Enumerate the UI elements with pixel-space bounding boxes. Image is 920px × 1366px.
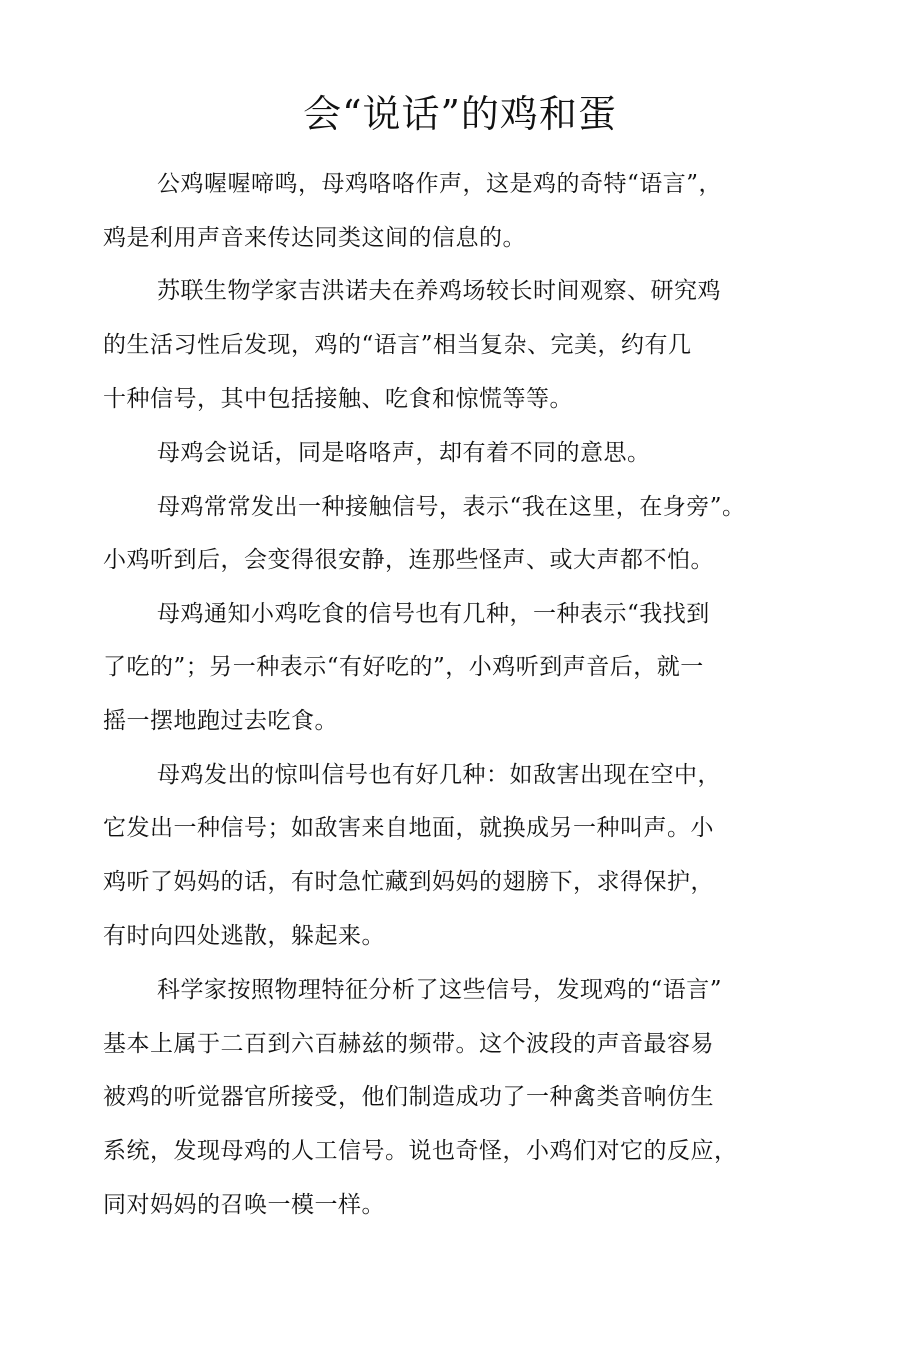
document-title: 会“说话”的鸡和蛋 [303,92,617,136]
paragraph-line: 小鸡听到后，会变得很安静，连那些怪声、或大声都不怕。 [103,547,714,573]
paragraph-line: 母鸡通知小鸡吃食的信号也有几种，一种表示“我找到 [157,601,710,627]
paragraph-line: 了吃的”；另一种表示“有好吃的”，小鸡听到声音后，就一 [103,654,704,680]
paragraph-line: 有时向四处逃散，躲起来。 [103,923,385,949]
paragraph-line: 鸡是利用声音来传达同类这间的信息的。 [103,225,526,251]
paragraph-line: 的生活习性后发现，鸡的“语言”相当复杂、完美，约有几 [103,332,692,358]
paragraph-line: 公鸡喔喔啼鸣，母鸡咯咯作声，这是鸡的奇特“语言”， [157,171,723,197]
paragraph-line: 科学家按照物理特征分析了这些信号，发现鸡的“语言” [157,977,723,1003]
paragraph-line: 系统，发现母鸡的人工信号。说也奇怪，小鸡们对它的反应， [103,1138,738,1164]
paragraph-line: 母鸡常常发出一种接触信号，表示“我在这里，在身旁”。 [157,494,746,520]
paragraph-line: 母鸡会说话，同是咯咯声，却有着不同的意思。 [157,440,651,466]
paragraph-line: 苏联生物学家吉洪诺夫在养鸡场较长时间观察、研究鸡 [157,278,721,304]
paragraph-line: 十种信号，其中包括接触、吃食和惊慌等等。 [103,386,573,412]
paragraph-line: 同对妈妈的召唤一模一样。 [103,1192,385,1218]
paragraph-line: 母鸡发出的惊叫信号也有好几种：如敌害出现在空中， [157,762,721,788]
paragraph-line: 摇一摆地跑过去吃食。 [103,708,338,734]
paragraph-line: 鸡听了妈妈的话，有时急忙藏到妈妈的翅膀下，求得保护， [103,869,714,895]
paragraph-line: 它发出一种信号；如敌害来自地面，就换成另一种叫声。小 [103,815,714,841]
paragraph-line: 被鸡的听觉器官所接受，他们制造成功了一种禽类音响仿生 [103,1084,714,1110]
paragraph-line: 基本上属于二百到六百赫兹的频带。这个波段的声音最容易 [103,1031,714,1057]
